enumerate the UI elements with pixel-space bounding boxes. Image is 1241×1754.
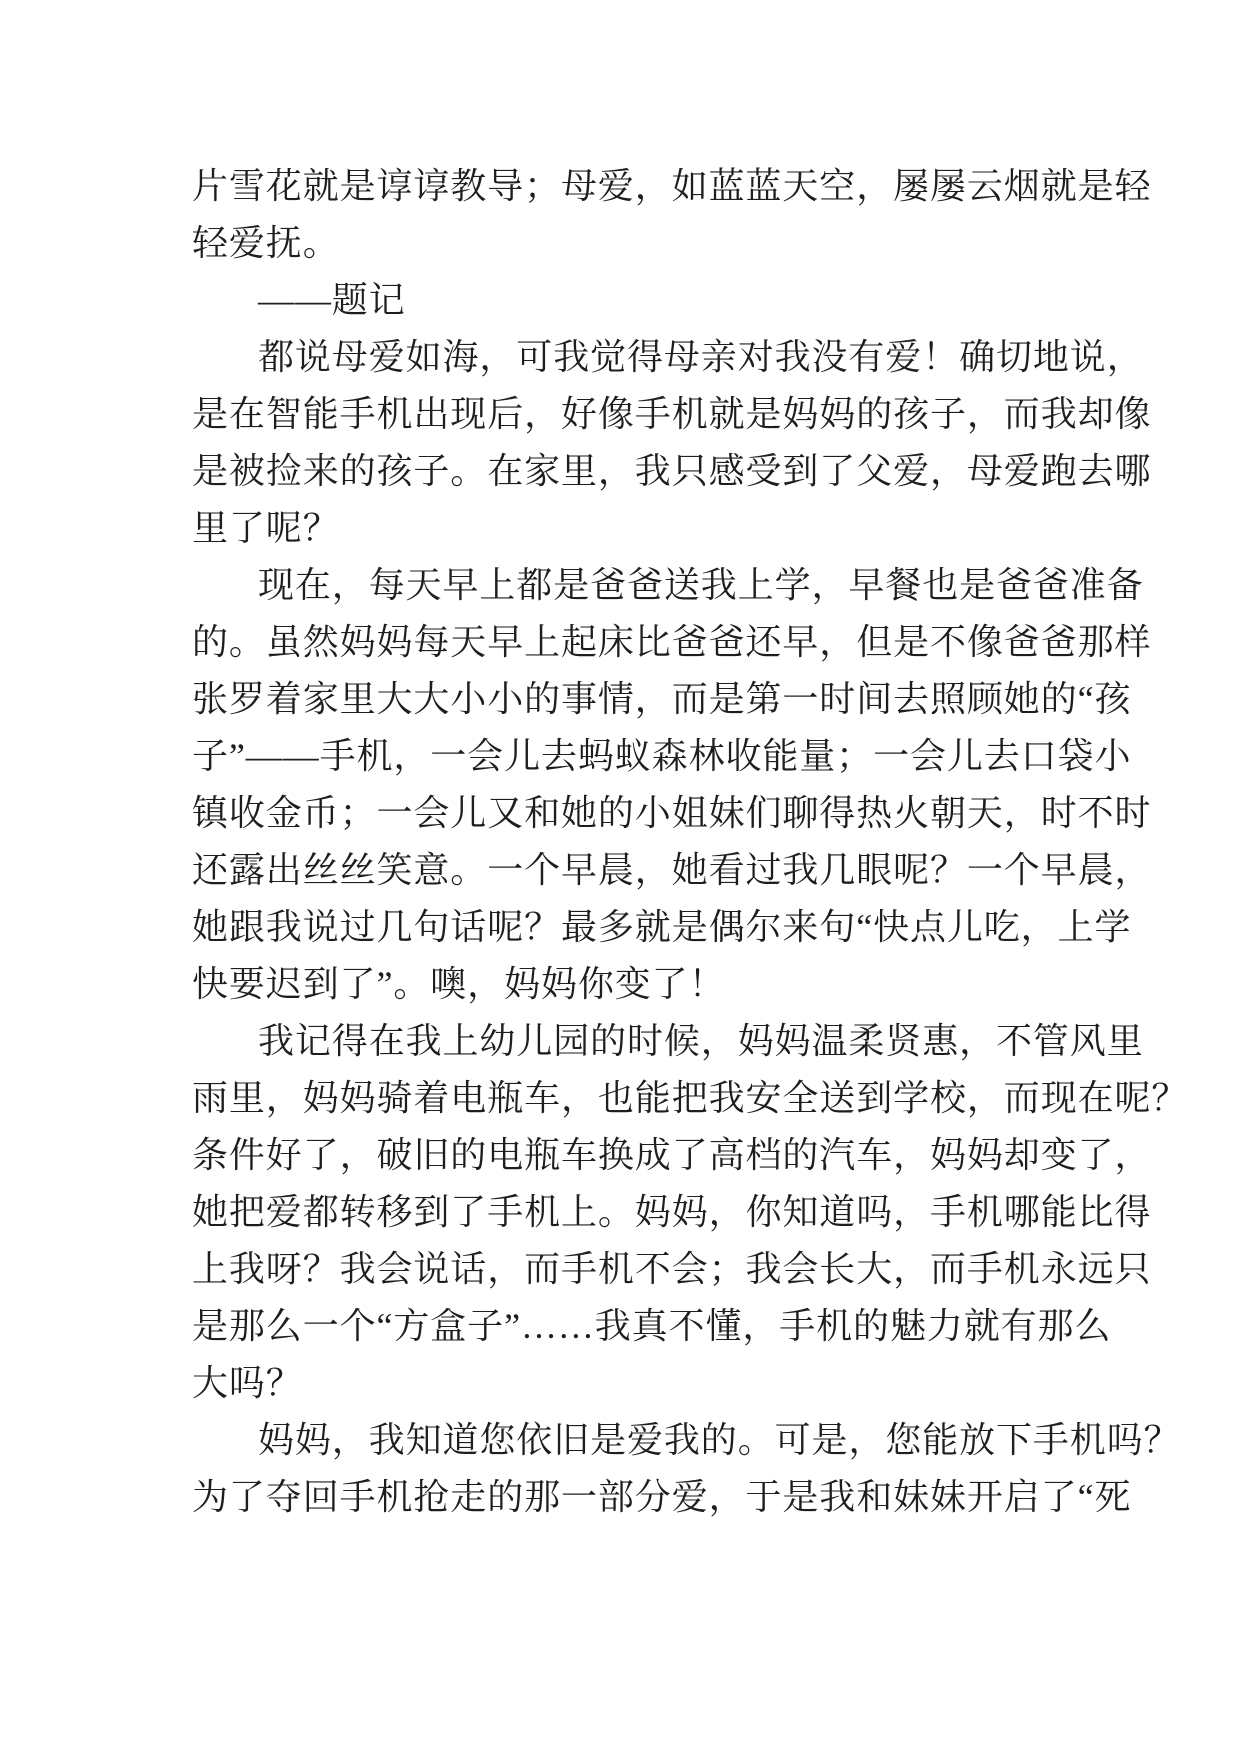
- text-line: 上我呀？我会说话，而手机不会；我会长大，而手机永远只: [192, 1249, 1152, 1289]
- text-line: 还露出丝丝笑意。一个早晨，她看过我几眼呢？一个早晨，: [192, 850, 1152, 890]
- text-line: 她跟我说过几句话呢？最多就是偶尔来句“快点儿吃，上学: [192, 907, 1132, 947]
- text-line: 是在智能手机出现后，好像手机就是妈妈的孩子，而我却像: [192, 394, 1152, 434]
- text-line: 是那么一个“方盒子”……我真不懂，手机的魅力就有那么: [192, 1306, 1112, 1346]
- text-line: 子”——手机，一会儿去蚂蚁森林收能量；一会儿去口袋小: [192, 736, 1132, 776]
- text-line: 片雪花就是谆谆教导；母爱，如蓝蓝天空，屡屡云烟就是轻: [192, 166, 1152, 206]
- epigraph-signature: ——题记: [258, 280, 406, 320]
- text-line: 快要迟到了”。噢，妈妈你变了！: [192, 964, 726, 1004]
- paragraph-start-line: 现在，每天早上都是爸爸送我上学，早餐也是爸爸准备: [258, 565, 1144, 605]
- text-line: 雨里，妈妈骑着电瓶车，也能把我安全送到学校，而现在呢？: [192, 1078, 1189, 1118]
- text-line: 条件好了，破旧的电瓶车换成了高档的汽车，妈妈却变了，: [192, 1135, 1152, 1175]
- body-text: [192, 158, 1189, 1526]
- paragraph-start-line: 都说母爱如海，可我觉得母亲对我没有爱！确切地说，: [258, 337, 1144, 377]
- paragraph-start-line: 我记得在我上幼儿园的时候，妈妈温柔贤惠，不管风里: [258, 1021, 1144, 1061]
- paragraph-start-line: 妈妈，我知道您依旧是爱我的。可是，您能放下手机吗？: [258, 1420, 1181, 1460]
- text-line: 的。虽然妈妈每天早上起床比爸爸还早，但是不像爸爸那样: [192, 622, 1152, 662]
- text-line: 轻爱抚。: [192, 223, 340, 263]
- text-line: 大吗？: [192, 1363, 303, 1403]
- text-line: 镇收金币；一会儿又和她的小姐妹们聊得热火朝天，时不时: [192, 793, 1152, 833]
- text-line: 她把爱都转移到了手机上。妈妈，你知道吗，手机哪能比得: [192, 1192, 1152, 1232]
- text-line: 里了呢？: [192, 508, 340, 548]
- text-line: 张罗着家里大大小小的事情，而是第一时间去照顾她的“孩: [192, 679, 1132, 719]
- text-line: 是被捡来的孩子。在家里，我只感受到了父爱，母爱跑去哪: [192, 451, 1152, 491]
- text-line: 为了夺回手机抢走的那一部分爱，于是我和妹妹开启了“死: [192, 1477, 1132, 1517]
